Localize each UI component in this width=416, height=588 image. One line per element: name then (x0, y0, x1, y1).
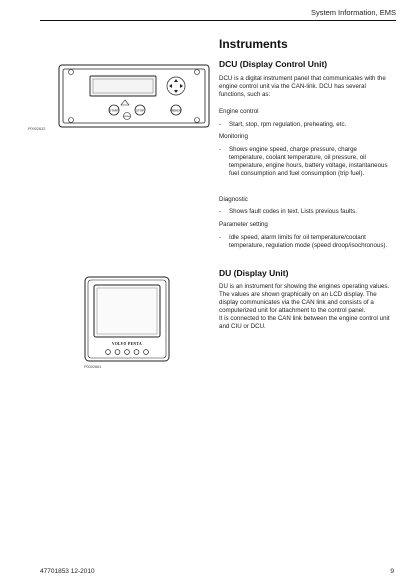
group-label-parameter-setting: Parameter setting (219, 221, 268, 228)
group-label-engine-control: Engine control (219, 108, 259, 115)
dcu-illustration (58, 64, 210, 133)
page-number: 9 (390, 568, 394, 575)
stop-button-label: STOP (135, 108, 145, 113)
du-illustration (84, 276, 170, 367)
group-label-diagnostic: Diagnostic (219, 196, 248, 203)
start-button-label: START (109, 108, 119, 113)
dcu-intro: DCU is a digital instrument panel that communicates with the engine control unit via the CAN-link. DCU has several functions, such as: (219, 75, 386, 99)
header-rule (40, 20, 396, 21)
page-title: Instruments (219, 37, 288, 51)
du-figure-id: P0002661 (84, 365, 102, 369)
group-label-monitoring: Monitoring (219, 133, 248, 140)
preheat-button-label: PREHEAT (169, 109, 183, 113)
dcu-figure-id: P0002632 (28, 127, 46, 131)
du-body: DU is an instrument for showing the engines operating values. The values are shown graphically on an LCD display. The display communicates via the CAN link and consists of a computerized unit for attachment to the control panel. It is connected to the CAN link between the engine control unit and CIU or DCU. (219, 283, 390, 331)
dcu-heading: DCU (Display Control Unit) (219, 59, 328, 69)
running-header: System Information, EMS (310, 8, 396, 17)
doc-number: 47701853 12-2010 (40, 568, 95, 575)
enter-button-label: ENTER (123, 116, 131, 118)
du-heading: DU (Display Unit) (219, 268, 289, 278)
du-logo: VOLVO PENTA (112, 342, 142, 346)
